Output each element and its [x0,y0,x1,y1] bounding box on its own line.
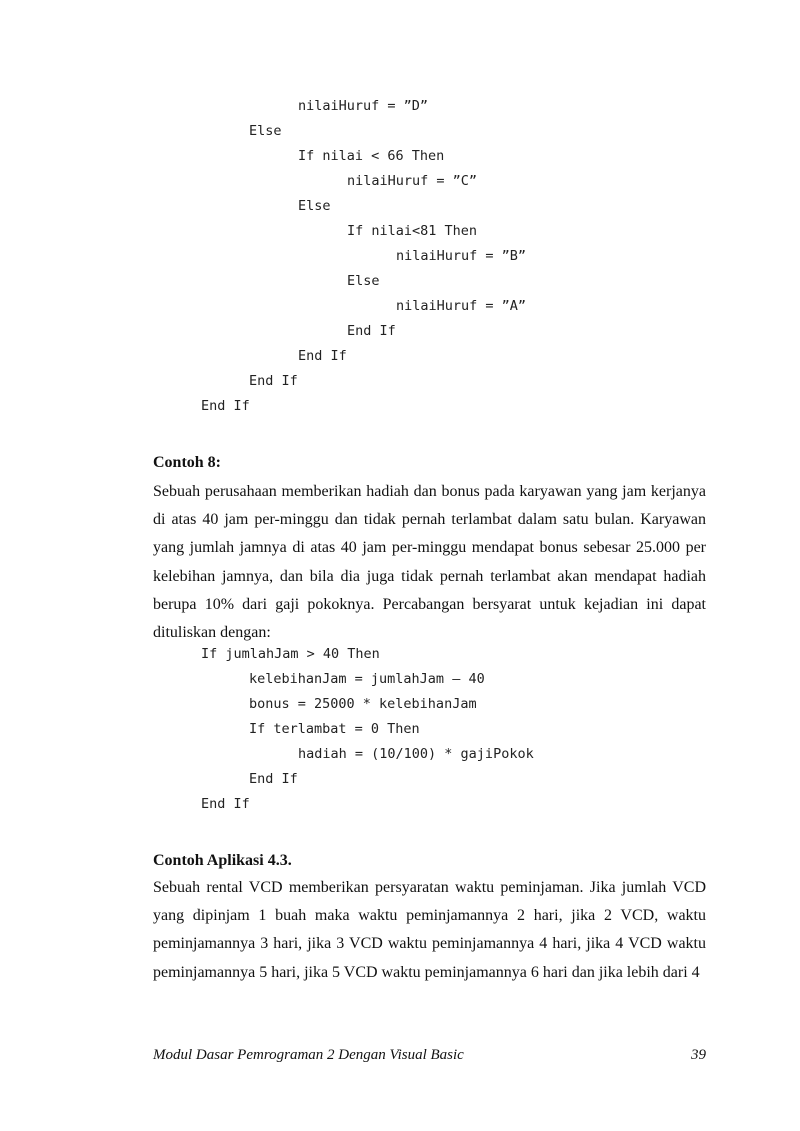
code-line: End If [249,771,298,787]
code-line: nilaiHuruf = ”A” [396,298,527,314]
code-line: Else [347,273,380,289]
code-line: nilaiHuruf = ”D” [298,98,429,114]
footer-title: Modul Dasar Pemrograman 2 Dengan Visual Basic [153,1047,464,1063]
code-line: kelebihanJam = jumlahJam – 40 [249,671,485,687]
page-number: 39 [691,1047,706,1063]
code-line: End If [201,796,250,812]
code-line: If nilai < 66 Then [298,148,445,164]
section-paragraph-contoh-aplikasi: Sebuah rental VCD memberikan persyaratan waktu peminjaman. Jika jumlah VCD yang dipinjam 1 buah maka waktu peminjamannya 2 hari, jika 2 VCD, waktu peminjamannya 3 hari, jika 3 VCD waktu peminjamannya 4 hari, jika 4 VCD waktu peminjamannya 5 hari, jika 5 VCD waktu peminjamannya 6 hari dan jika lebih dari 4 [153,879,706,981]
code-line: If terlambat = 0 Then [249,721,420,737]
code-line: If jumlahJam > 40 Then [201,646,380,662]
code-line: End If [347,323,396,339]
code-line: Else [249,123,282,139]
code-line: bonus = 25000 * kelebihanJam [249,696,477,712]
code-line: nilaiHuruf = ”C” [347,173,478,189]
code-line: hadiah = (10/100) * gajiPokok [298,746,534,762]
section-paragraph-contoh-8: Sebuah perusahaan memberikan hadiah dan bonus pada karyawan yang jam kerjanya di atas 40 jam per-minggu dan tidak pernah terlambat dalam satu bulan. Karyawan yang jumlah jamnya di atas 40 jam per-minggu mendapat bonus sebesar 25.000 per kelebihan jamnya, dan bila dia juga tidak pernah terlambat akan mendapat hadiah berupa 10% dari gaji pokoknya. Percabangan bersyarat untuk kejadian ini dapat dituliskan dengan: [153,483,706,642]
section-heading-contoh-8: Contoh 8: [153,454,222,471]
code-line: If nilai<81 Then [347,223,478,239]
code-line: End If [249,373,298,389]
code-line: Else [298,198,331,214]
code-line: End If [298,348,347,364]
code-line: End If [201,398,250,414]
code-line: nilaiHuruf = ”B” [396,248,527,264]
section-heading-contoh-aplikasi: Contoh Aplikasi 4.3. [153,852,292,869]
